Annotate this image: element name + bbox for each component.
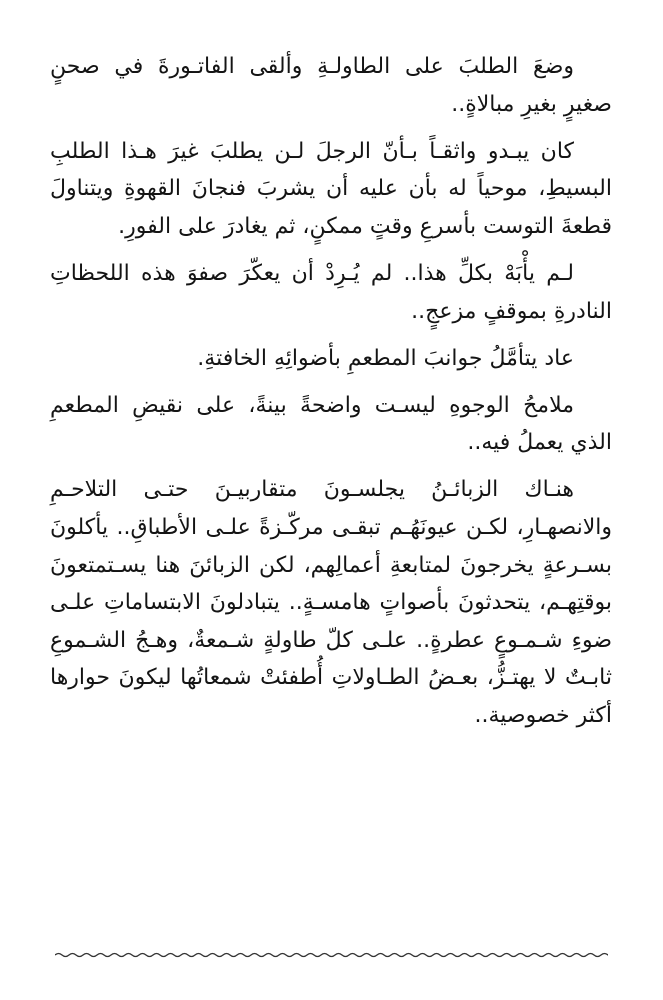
story-text bbox=[50, 48, 612, 744]
paragraph: ملامحُ الوجوهِ ليسـت واضحةً بينةً، على نقيضِ المطعمِ الذي يعملُ فيه.. bbox=[50, 392, 612, 456]
paragraph: كان يبـدو واثقـاً بـأنّ الرجلَ لـن يطلبَ غيرَ هـذا الطلبِ البسيطِ، موحياً له بأن عليه أن يشربَ فنجانَ القهوةِ ويتناولَ قطعةَ التوست بأسرعِ وقتٍ ممكنٍ، ثم يغادرَ على الفورِ. bbox=[50, 138, 612, 239]
paragraph: وضعَ الطلبَ على الطاولـةِ وألقى الفاتـورةَ في صحنٍ صغيرٍ بغيرِ مبالاةٍ.. bbox=[50, 54, 612, 117]
paragraph: هنـاك الزبائـنُ يجلسـونَ متقاربيـنَ حتـى التلاحـمِ والانصهـارِ، لكـن عيونَهُـم تبقـى مركّـزةً علـى الأطباقِ.. يأكلونَ بسـرعةٍ يخرجونَ لمتابعةِ أعمالِهم، لكن الزبائنَ هنا يسـتمتعونَ بوقتِهـم، يتحدثونَ بأصواتٍ هامسـةٍ.. يتبادلونَ الابتساماتِ علـى ضوءِ شـمـوعٍ عطرةٍ.. علـى كلّ طاولةٍ شـمعةٌ، وهـجُ الشـموعِ ثابـتٌ لا يهتـزُّ، بعـضُ الطـاولاتِ أُطفئتْ شمعاتُها ليكونَ حوارها أكثر خصوصية.. bbox=[50, 477, 612, 728]
paragraph: لـم يأْبَهْ بكلِّ هذا.. لم يُـرِدْ أن يعكّرَ صفوَ هذه اللحظاتِ النادرةِ بموقفٍ مزعجٍ.. bbox=[50, 260, 612, 324]
paragraph: عاد يتأمَّلُ جوانبَ المطعمِ بأضوائِهِ الخافتةِ. bbox=[197, 345, 574, 371]
wavy-divider bbox=[55, 948, 608, 962]
wavy-line bbox=[55, 954, 608, 957]
